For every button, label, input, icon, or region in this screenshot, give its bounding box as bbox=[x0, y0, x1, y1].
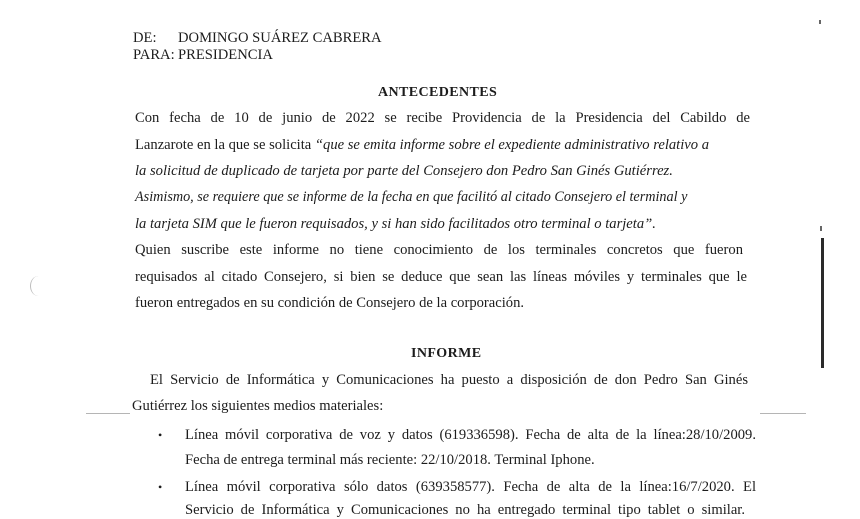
bullet-1-line-2: Fecha de entrega terminal más reciente: 22/10/2018. Terminal Iphone. bbox=[185, 452, 595, 468]
to-label: PARA: bbox=[133, 47, 175, 63]
antecedentes-line-5: la tarjeta SIM que le fueron requisados, y si han sido facilitados otro terminal o tarjeta”. bbox=[135, 216, 656, 232]
antecedentes-line-2 bbox=[135, 136, 709, 154]
bullet-2-line-1: Línea móvil corporativa sólo datos (639358577). Fecha de alta de la línea:16/7/2020. El bbox=[185, 479, 756, 495]
punch-hole-mark bbox=[30, 276, 47, 296]
informe-intro-line-1: El Servicio de Informática y Comunicaciones ha puesto a disposición de don Pedro San Ginés bbox=[150, 372, 748, 388]
antecedentes-line-2-start: Lanzarote en la que se solicita bbox=[135, 137, 312, 153]
from-label: DE: bbox=[133, 30, 157, 46]
bullet-1-line-1: Línea móvil corporativa de voz y datos (619336598). Fecha de alta de la línea:28/10/2009. bbox=[185, 427, 756, 443]
scan-mark-top bbox=[819, 20, 821, 24]
bullet-2-marker: • bbox=[158, 480, 163, 494]
scan-margin-bar bbox=[821, 238, 824, 368]
to-line bbox=[133, 46, 273, 64]
antecedentes-line-6: Quien suscribe este informe no tiene conocimiento de los terminales concretos que fueron bbox=[135, 242, 743, 258]
antecedentes-line-4: Asimismo, se requiere que se informe de la fecha en que facilitó al citado Consejero el terminal y bbox=[135, 189, 688, 205]
bullet-1-marker: • bbox=[158, 428, 163, 442]
informe-intro-line-2: Gutiérrez los siguientes medios materiales: bbox=[132, 398, 384, 414]
from-value: DOMINGO SUÁREZ CABRERA bbox=[178, 30, 382, 46]
to-value: PRESIDENCIA bbox=[178, 47, 273, 63]
antecedentes-line-7: requisados al citado Consejero, si bien se deduce que sean las líneas móviles y terminales que le bbox=[135, 269, 747, 285]
antecedentes-line-1: Con fecha de 10 de junio de 2022 se recibe Providencia de la Presidencia del Cabildo de bbox=[135, 110, 750, 126]
bullet-2-line-2: Servicio de Informática y Comunicaciones no ha entregado terminal tipo tablet o similar. bbox=[185, 502, 745, 518]
scan-mark-middle bbox=[820, 226, 822, 231]
antecedentes-line-8: fueron entregados en su condición de Consejero de la corporación. bbox=[135, 295, 525, 311]
antecedentes-title: ANTECEDENTES bbox=[378, 85, 498, 100]
informe-title: INFORME bbox=[411, 346, 482, 361]
antecedentes-line-3: la solicitud de duplicado de tarjeta por parte del Consejero don Pedro San Ginés Gutiérrez. bbox=[135, 163, 673, 179]
scan-line-left bbox=[86, 413, 130, 414]
antecedentes-quote-start: “que se emita informe sobre el expediente administrativo relativo a bbox=[314, 137, 710, 153]
scan-line-right bbox=[760, 413, 806, 414]
from-line bbox=[133, 29, 382, 47]
